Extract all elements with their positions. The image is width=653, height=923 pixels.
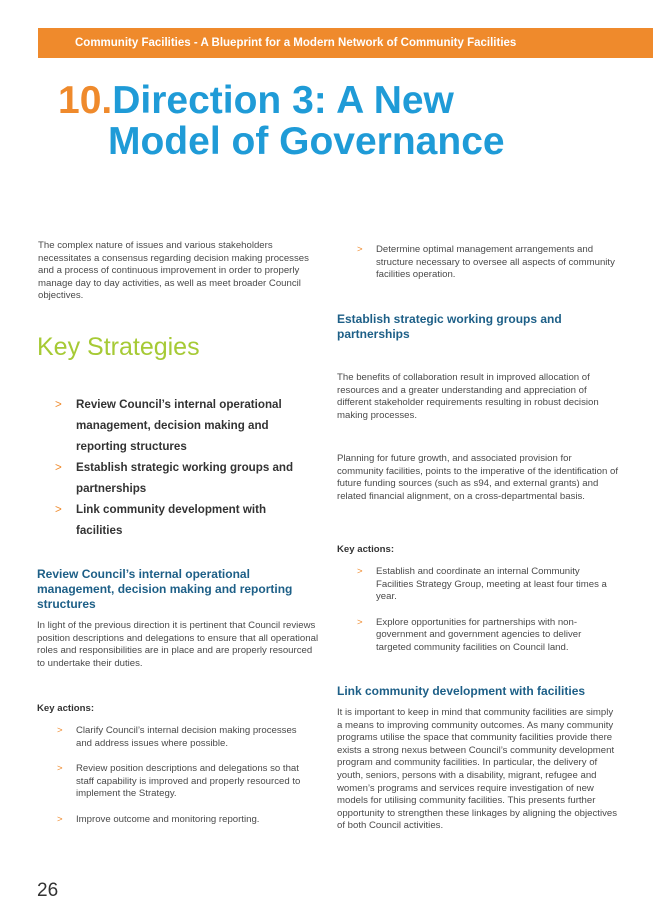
- chevron-right-icon: >: [357, 566, 363, 577]
- list-item: [57, 725, 315, 750]
- title-line-1: Direction 3: A New: [112, 79, 454, 122]
- chevron-right-icon: >: [57, 725, 63, 736]
- partnerships-body-2: Planning for future growth, and associated provision for community facilities, points to the imperative of the identification of future funding sources (such as s94, and external grants) and related financial alignment, on a cross-departmental basis.: [337, 453, 619, 502]
- chevron-right-icon: >: [55, 398, 62, 411]
- list-item: [357, 244, 619, 282]
- key-strategies-list: [55, 394, 315, 541]
- title-number: 10.: [58, 79, 113, 122]
- header-banner: Community Facilities - A Blueprint for a Modern Network of Community Facilities: [38, 28, 653, 58]
- page-title: [58, 80, 505, 162]
- partnerships-key-actions-label: Key actions:: [337, 544, 395, 555]
- list-item: [57, 814, 315, 827]
- key-strategies-heading: Key Strategies: [37, 333, 200, 361]
- review-section-body: In light of the previous direction it is pertinent that Council reviews position descriptions and delegations to ensure that all operational roles and responsibilities are in place and are properly resourced to undertake their duties.: [37, 620, 319, 669]
- list-item: [55, 394, 315, 457]
- top-action-list: [357, 244, 619, 282]
- strategy-item-label: Link community development with facilities: [76, 503, 267, 537]
- chevron-right-icon: >: [57, 813, 63, 825]
- title-line-2: Model of Governance: [108, 120, 505, 163]
- list-item: [55, 457, 315, 499]
- link-section-body: It is important to keep in mind that community facilities are simply a means to improving community outcomes. As many community programs utilise the space that community facilities provide there exists a strong nexus between Council’s community development program and community facilities. In particular, the delivery of youth, seniors, persons with a disability, migrant, refugee and women’s programs and services require investigation of new models for utilising community facilities. This presents further opportunity to strengthen these linkages by aligning the objectives of both Council activities.: [337, 707, 617, 832]
- link-section-heading: Link community development with facilities: [337, 684, 586, 698]
- partnerships-body-1: The benefits of collaboration result in improved allocation of resources and a greater understanding and appreciation of different stakeholder requirements resulting in robust decision making processes.: [337, 372, 599, 421]
- list-item: [57, 763, 315, 801]
- intro-paragraph: The complex nature of issues and various stakeholders necessitates a consensus regarding decision making processes and a process of continuous improvement in order to properly manage day to day activities, as well as meet broader Council objectives.: [38, 240, 309, 302]
- action-text: Establish and coordinate an internal Community Facilities Strategy Group, meeting at least four times a year.: [376, 566, 607, 603]
- strategy-item-label: Establish strategic working groups and partnerships: [76, 461, 294, 495]
- page-number: 26: [37, 880, 59, 901]
- review-key-actions-label: Key actions:: [37, 703, 95, 714]
- action-text: Review position descriptions and delegations so that staff capability is improved and properly resourced to implement the Strategy.: [76, 763, 301, 800]
- action-text: Explore opportunities for partnerships with non-government and government agencies to deliver targeted community facilities on Council land.: [376, 616, 582, 653]
- chevron-right-icon: >: [57, 763, 63, 775]
- action-text: Clarify Council’s internal decision making processes and address issues where possible.: [76, 725, 297, 749]
- chevron-right-icon: >: [55, 461, 62, 474]
- chevron-right-icon: >: [55, 503, 62, 516]
- list-item: [357, 566, 619, 604]
- list-item: [357, 617, 619, 655]
- chevron-right-icon: >: [357, 244, 363, 255]
- action-text: Improve outcome and monitoring reporting.: [76, 813, 260, 825]
- review-actions-list: [57, 725, 315, 827]
- review-section-heading: Review Council’s internal operational management, decision making and reporting structures: [37, 567, 293, 611]
- strategy-item-label: Review Council’s internal operational management, decision making and reporting structures: [76, 398, 282, 453]
- action-text: Determine optimal management arrangements and structure necessary to oversee all aspects of community facilities operation.: [376, 244, 615, 281]
- partnerships-actions-list: [357, 566, 619, 655]
- partnerships-section-heading: Establish strategic working groups and partnerships: [337, 312, 562, 341]
- list-item: [55, 499, 315, 541]
- chevron-right-icon: >: [357, 616, 363, 628]
